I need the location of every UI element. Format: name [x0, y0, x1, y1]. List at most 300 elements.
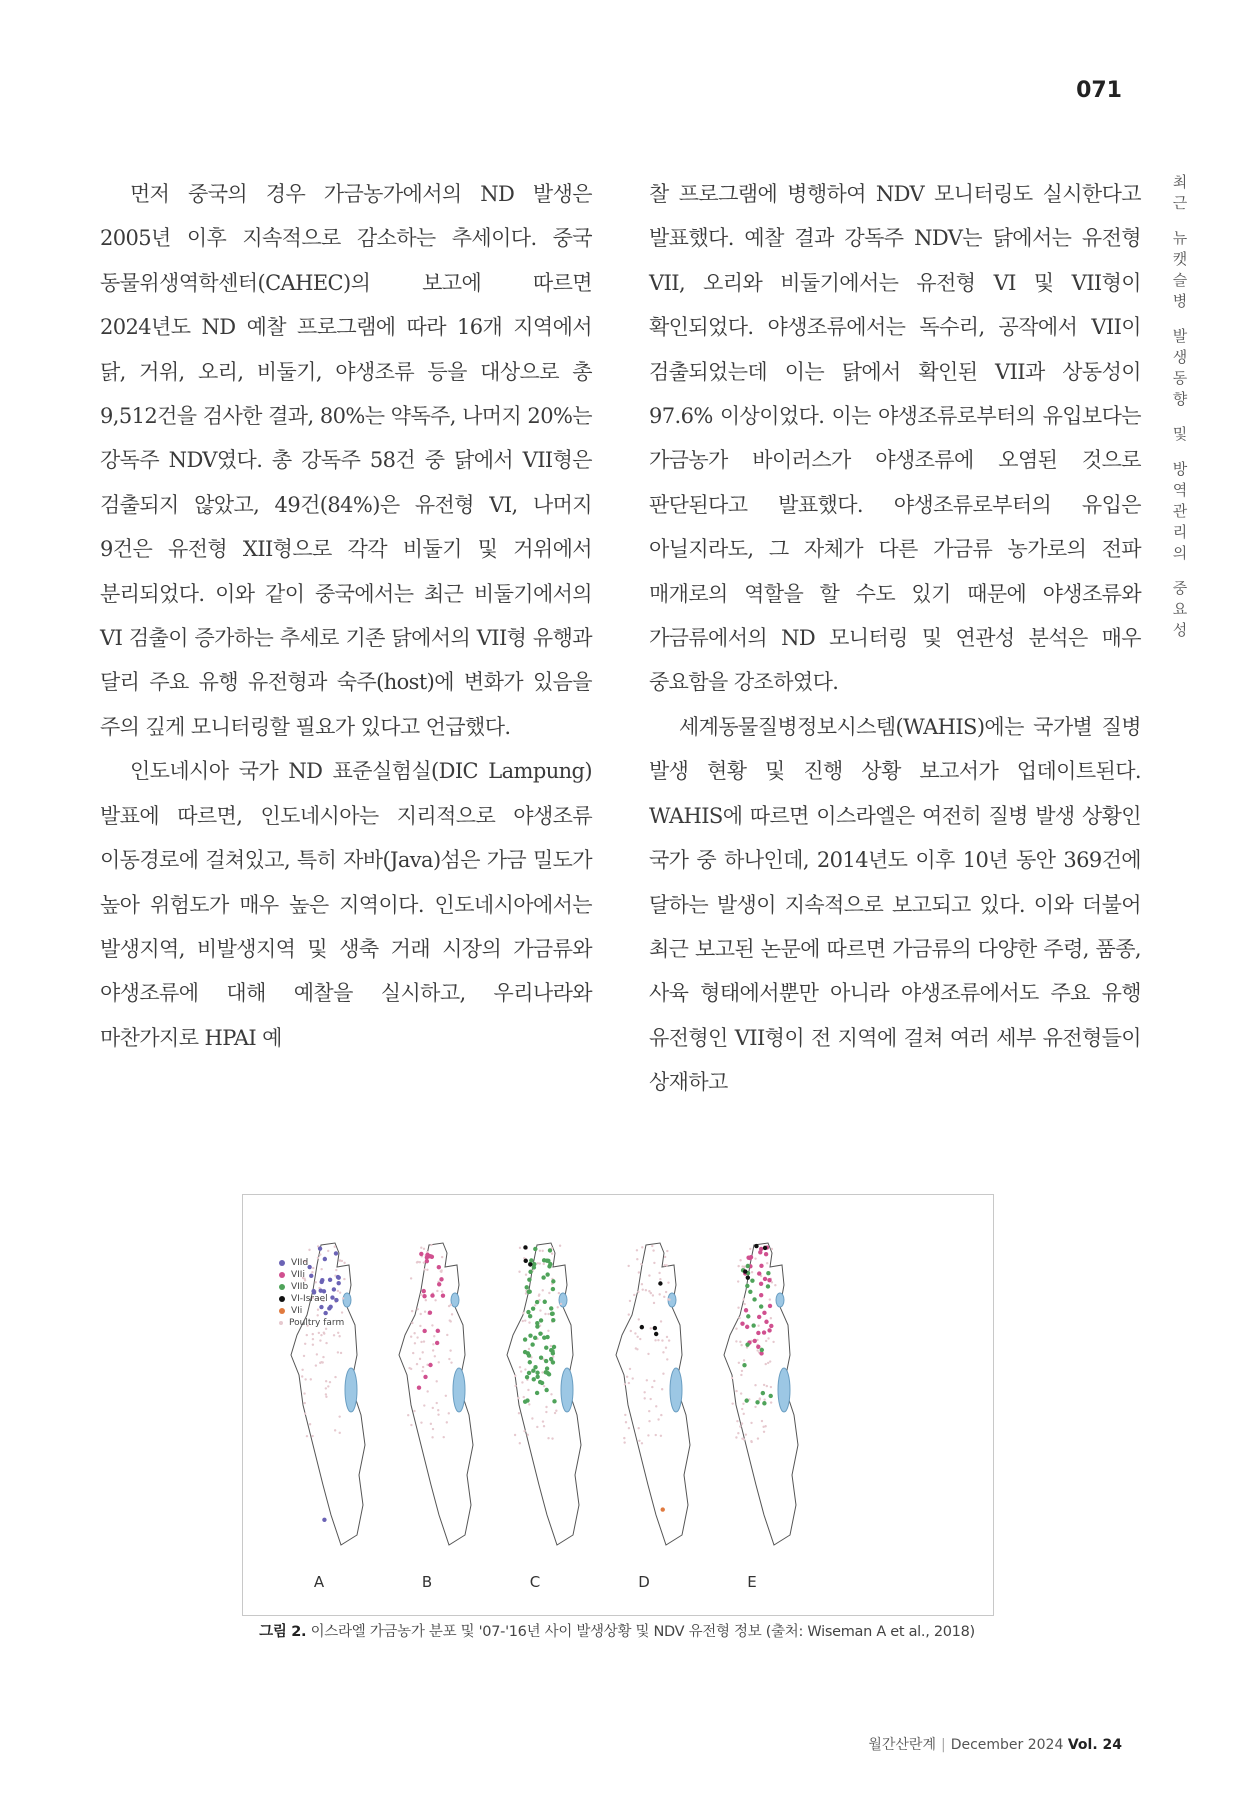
outbreak-dot — [748, 1290, 752, 1294]
poultry-farm-dot — [411, 1310, 413, 1312]
dead-sea-shape — [670, 1368, 682, 1412]
poultry-farm-dot — [309, 1423, 311, 1425]
poultry-farm-dot — [736, 1420, 738, 1422]
poultry-farm-dot — [559, 1245, 561, 1247]
poultry-farm-dot — [558, 1292, 560, 1294]
poultry-farm-dot — [750, 1422, 752, 1424]
outbreak-dot — [538, 1380, 542, 1384]
outbreak-dot — [528, 1333, 532, 1337]
panel-label-a: A — [313, 1573, 325, 1591]
outbreak-dot — [532, 1377, 536, 1381]
outbreak-dot — [766, 1271, 770, 1275]
poultry-farm-dot — [424, 1311, 426, 1313]
outbreak-dot — [746, 1314, 750, 1318]
outbreak-dot — [762, 1311, 766, 1315]
page-number: 071 — [1076, 78, 1122, 103]
outbreak-dot — [528, 1270, 532, 1274]
outbreak-dot — [441, 1293, 445, 1297]
outbreak-dot — [756, 1345, 760, 1349]
poultry-farm-dot — [420, 1293, 422, 1295]
poultry-farm-dot — [763, 1431, 765, 1433]
poultry-farm-dot — [765, 1340, 767, 1342]
legend-item — [279, 1257, 344, 1269]
poultry-farm-dot — [769, 1360, 771, 1362]
poultry-farm-dot — [433, 1335, 435, 1337]
poultry-farm-dot — [319, 1339, 321, 1341]
side-title-char — [1168, 312, 1192, 326]
outbreak-dot — [318, 1246, 322, 1250]
outbreak-dot — [525, 1398, 529, 1402]
outbreak-dot — [527, 1290, 531, 1294]
poultry-farm-dot — [668, 1339, 670, 1341]
poultry-farm-dot — [337, 1351, 339, 1353]
poultry-farm-dot — [521, 1381, 523, 1383]
outbreak-dot — [539, 1318, 543, 1322]
poultry-farm-dot — [333, 1334, 335, 1336]
side-title-char: 발 — [1172, 327, 1188, 345]
outbreak-dot — [763, 1277, 767, 1281]
side-title-char: 병 — [1172, 292, 1188, 310]
poultry-farm-dot — [740, 1344, 742, 1346]
poultry-farm-dot — [419, 1261, 421, 1263]
poultry-farm-dot — [770, 1401, 772, 1403]
poultry-farm-dot — [731, 1402, 733, 1404]
outbreak-dot — [523, 1337, 527, 1341]
poultry-farm-dot — [645, 1289, 647, 1291]
outbreak-dot — [764, 1320, 768, 1324]
issue-date: December 2024 — [950, 1737, 1064, 1753]
poultry-farm-dot — [663, 1296, 665, 1298]
poultry-farm-dot — [623, 1437, 625, 1439]
poultry-farm-dot — [308, 1249, 310, 1251]
outbreak-dot — [751, 1323, 755, 1327]
side-title-char — [1168, 564, 1192, 578]
outbreak-dot — [745, 1284, 749, 1288]
poultry-farm-dot — [327, 1385, 329, 1387]
left-text-column — [100, 172, 592, 1060]
poultry-farm-dot — [625, 1421, 627, 1423]
poultry-farm-dot — [413, 1410, 415, 1412]
poultry-farm-dot — [320, 1334, 322, 1336]
outbreak-dot — [745, 1325, 749, 1329]
poultry-farm-dot — [541, 1371, 543, 1373]
outbreak-dot — [526, 1310, 530, 1314]
poultry-farm-dot — [765, 1363, 767, 1365]
outbreak-dot — [439, 1277, 443, 1281]
poultry-farm-dot — [651, 1245, 653, 1247]
poultry-farm-dot — [543, 1263, 545, 1265]
poultry-farm-dot — [743, 1413, 745, 1415]
poultry-farm-dot — [545, 1406, 547, 1408]
poultry-farm-dot — [420, 1313, 422, 1315]
poultry-farm-dot — [414, 1342, 416, 1344]
outbreak-dot — [525, 1375, 529, 1379]
outbreak-dot — [543, 1300, 547, 1304]
poultry-farm-dot — [551, 1437, 553, 1439]
poultry-farm-dot — [539, 1250, 541, 1252]
side-title-char: 최 — [1172, 173, 1188, 191]
side-title-char — [1168, 214, 1192, 228]
poultry-farm-dot — [761, 1420, 763, 1422]
poultry-farm-dot — [547, 1313, 549, 1315]
side-title-char: 중 — [1172, 579, 1188, 597]
poultry-farm-dot — [662, 1372, 664, 1374]
poultry-farm-dot — [421, 1370, 423, 1372]
poultry-farm-dot — [555, 1410, 557, 1412]
poultry-farm-dot — [638, 1440, 640, 1442]
poultry-farm-dot — [520, 1370, 522, 1372]
poultry-farm-dot — [443, 1436, 445, 1438]
outbreak-dot — [533, 1336, 537, 1340]
side-running-title — [1168, 172, 1192, 641]
poultry-farm-dot — [649, 1398, 651, 1400]
page-footer — [868, 1734, 1122, 1754]
paragraph: 먼저 중국의 경우 가금농가에서의 ND 발생은 2005년 이후 지속적으로 감소하는 추세이다. 중국 동물위생역학센터(CAHEC)의 보고에 따르면 2024년도 ND 예찰 프로그램에 따라 16개 지역에서 닭, 거위, 오리, 비둘기, 야생조류 등을 대상으로 총 9,512건을 검사한 결과, 80%는 약독주, 나머지 20%는 강독주 NDV였다. 총 강독주 58건 중 닭에서 VII형은 검출되지 않았고, 49건(84%)은 유전형 VI, 나머지 9건은 유전형 XII형으로 각각 비둘기 및 거위에서 분리되었다. 이와 같이 중국에서는 최근 비둘기에서의 VI 검출이 증가하는 추세로 기존 닭에서의 VII형 유행과 달리 주요 유행 유전형과 숙주(host)에 변화가 있음을 주의 깊게 모니터링할 필요가 있다고 언급했다. — [100, 182, 592, 739]
legend-label: VIIb — [291, 1282, 309, 1292]
poultry-farm-dot — [550, 1393, 552, 1395]
poultry-farm-dot — [741, 1422, 743, 1424]
poultry-farm-dot — [650, 1292, 652, 1294]
poultry-farm-dot — [448, 1412, 450, 1414]
poultry-farm-dot — [651, 1386, 653, 1388]
figure-caption — [242, 1620, 992, 1641]
legend-label: VIIi — [291, 1270, 305, 1280]
poultry-farm-dot — [742, 1403, 744, 1405]
outbreak-dot — [551, 1351, 555, 1355]
poultry-farm-dot — [741, 1408, 743, 1410]
poultry-farm-dot — [436, 1380, 438, 1382]
poultry-farm-dot — [432, 1343, 434, 1345]
side-title-char: 근 — [1172, 194, 1188, 212]
outbreak-dot — [551, 1287, 555, 1291]
outbreak-dot — [552, 1345, 556, 1349]
poultry-farm-dot — [416, 1336, 418, 1338]
poultry-farm-dot — [628, 1382, 630, 1384]
outbreak-dot — [528, 1262, 532, 1266]
outbreak-dot — [422, 1329, 426, 1333]
poultry-farm-dot — [519, 1247, 521, 1249]
poultry-farm-dot — [630, 1330, 632, 1332]
outbreak-dot — [422, 1294, 426, 1298]
poultry-farm-dot — [423, 1404, 425, 1406]
poultry-farm-dot — [754, 1257, 756, 1259]
poultry-farm-dot — [742, 1298, 744, 1300]
outbreak-dot — [768, 1304, 772, 1308]
poultry-farm-dot — [306, 1334, 308, 1336]
poultry-farm-dot — [636, 1249, 638, 1251]
poultry-farm-dot — [771, 1248, 773, 1250]
poultry-farm-dot — [743, 1359, 745, 1361]
side-title-char: 리 — [1172, 523, 1188, 541]
poultry-farm-dot — [423, 1268, 425, 1270]
legend-item — [279, 1317, 344, 1329]
poultry-farm-dot — [658, 1293, 660, 1295]
outbreak-dot — [539, 1356, 543, 1360]
outbreak-dot — [544, 1359, 548, 1363]
poultry-farm-dot — [743, 1266, 745, 1268]
poultry-farm-dot — [514, 1385, 516, 1387]
outbreak-dot — [762, 1401, 766, 1405]
side-title-char: 방 — [1172, 460, 1188, 478]
outbreak-dot — [763, 1246, 767, 1250]
outbreak-dot — [746, 1275, 750, 1279]
poultry-farm-dot — [448, 1358, 450, 1360]
poultry-farm-dot — [624, 1383, 626, 1385]
outbreak-dot — [654, 1332, 658, 1336]
poultry-farm-dot — [560, 1303, 562, 1305]
legend-swatch — [279, 1284, 285, 1290]
poultry-farm-dot — [432, 1407, 434, 1409]
poultry-farm-dot — [436, 1290, 438, 1292]
poultry-farm-dot — [523, 1396, 525, 1398]
legend-label: VIi — [291, 1306, 303, 1316]
map-legend — [279, 1257, 344, 1329]
side-title-char: 생 — [1172, 348, 1188, 366]
outbreak-dot — [752, 1297, 756, 1301]
poultry-farm-dot — [655, 1405, 657, 1407]
panel-label-d: D — [638, 1573, 650, 1591]
poultry-farm-dot — [647, 1434, 649, 1436]
poultry-farm-dot — [325, 1393, 327, 1395]
legend-item — [279, 1269, 344, 1281]
poultry-farm-dot — [419, 1325, 421, 1327]
poultry-farm-dot — [763, 1384, 765, 1386]
poultry-farm-dot — [312, 1344, 314, 1346]
israel-map-panel — [724, 1243, 798, 1545]
outbreak-dot — [417, 1386, 421, 1390]
poultry-farm-dot — [423, 1248, 425, 1250]
outbreak-dot — [542, 1335, 546, 1339]
right-text-column — [649, 172, 1141, 1105]
poultry-farm-dot — [666, 1358, 668, 1360]
paragraph: 인도네시아 국가 ND 표준실험실(DIC Lampung) 발표에 따르면, 인도네시아는 지리적으로 야생조류 이동경로에 걸쳐있고, 특히 자바(Java)섬은 가금 밀도가 높아 위험도가 매우 높은 지역이다. 인도네시아에서는 발생지역, 비발생지역 및 생축 거래 시장의 가금류와 야생조류에 대해 예찰을 실시하고, 우리나라와 마찬가지로 HPAI 예 — [100, 759, 592, 1050]
poultry-farm-dot — [423, 1340, 425, 1342]
poultry-farm-dot — [426, 1390, 428, 1392]
poultry-farm-dot — [315, 1364, 317, 1366]
poultry-farm-dot — [626, 1376, 628, 1378]
poultry-farm-dot — [536, 1426, 538, 1428]
poultry-farm-dot — [303, 1392, 305, 1394]
israel-map-panel — [616, 1243, 690, 1545]
sea-of-galilee-shape — [451, 1293, 459, 1307]
poultry-farm-dot — [737, 1432, 739, 1434]
poultry-farm-dot — [318, 1332, 320, 1334]
side-title-char: 관 — [1172, 502, 1188, 520]
outbreak-dot — [661, 1507, 665, 1511]
poultry-farm-dot — [539, 1262, 541, 1264]
poultry-farm-dot — [528, 1403, 530, 1405]
outbreak-dot — [532, 1265, 536, 1269]
poultry-farm-dot — [519, 1442, 521, 1444]
poultry-farm-dot — [527, 1389, 529, 1391]
poultry-farm-dot — [627, 1265, 629, 1267]
poultry-farm-dot — [655, 1434, 657, 1436]
outbreak-dot — [753, 1339, 757, 1343]
poultry-farm-dot — [738, 1362, 740, 1364]
side-title-char: 동 — [1172, 369, 1188, 387]
outbreak-dot — [430, 1293, 434, 1297]
outbreak-dot — [757, 1271, 761, 1275]
poultry-farm-dot — [635, 1347, 637, 1349]
outbreak-dot — [658, 1281, 662, 1285]
poultry-farm-dot — [519, 1366, 521, 1368]
poultry-farm-dot — [770, 1386, 772, 1388]
poultry-farm-dot — [539, 1309, 541, 1311]
poultry-farm-dot — [632, 1377, 634, 1379]
poultry-farm-dot — [548, 1292, 550, 1294]
poultry-farm-dot — [643, 1391, 645, 1393]
poultry-farm-dot — [641, 1246, 643, 1248]
outbreak-dot — [746, 1264, 750, 1268]
outbreak-dot — [436, 1329, 440, 1333]
poultry-farm-dot — [636, 1336, 638, 1338]
outbreak-dot — [550, 1312, 554, 1316]
outbreak-dot — [528, 1360, 532, 1364]
outbreak-dot — [760, 1348, 764, 1352]
poultry-farm-dot — [648, 1274, 650, 1276]
caption-text: 이스라엘 가금농가 분포 및 '07-'16년 사이 발생상황 및 NDV 유전형 정보 (출처: Wiseman A et al., 2018) — [306, 1624, 975, 1640]
poultry-farm-dot — [665, 1346, 667, 1348]
poultry-farm-dot — [735, 1436, 737, 1438]
poultry-farm-dot — [547, 1330, 549, 1332]
outbreak-dot — [535, 1375, 539, 1379]
poultry-farm-dot — [431, 1324, 433, 1326]
outbreak-dot — [759, 1304, 763, 1308]
side-title-char: 향 — [1172, 390, 1188, 408]
outbreak-dot — [757, 1315, 761, 1319]
outbreak-dot — [535, 1391, 539, 1395]
magazine-name: 월간산란계 — [868, 1737, 936, 1753]
poultry-farm-dot — [325, 1387, 327, 1389]
legend-item — [279, 1293, 344, 1305]
poultry-farm-dot — [737, 1307, 739, 1309]
poultry-farm-dot — [648, 1410, 650, 1412]
dead-sea-shape — [453, 1368, 465, 1412]
dead-sea-shape — [561, 1368, 573, 1412]
outbreak-dot — [538, 1331, 542, 1335]
outbreak-dot — [545, 1272, 549, 1276]
poultry-farm-dot — [527, 1434, 529, 1436]
outbreak-dot — [551, 1279, 555, 1283]
poultry-farm-dot — [666, 1336, 668, 1338]
poultry-farm-dot — [629, 1300, 631, 1302]
poultry-farm-dot — [658, 1272, 660, 1274]
poultry-farm-dot — [438, 1361, 440, 1363]
footer-separator: | — [940, 1737, 946, 1753]
israel-map-panel — [507, 1243, 581, 1545]
poultry-farm-dot — [524, 1368, 526, 1370]
poultry-farm-dot — [757, 1437, 759, 1439]
poultry-farm-dot — [441, 1256, 443, 1258]
poultry-farm-dot — [642, 1288, 644, 1290]
outbreak-dot — [640, 1325, 644, 1329]
side-title-char: 뉴 — [1172, 229, 1188, 247]
poultry-farm-dot — [301, 1375, 303, 1377]
poultry-farm-dot — [431, 1436, 433, 1438]
poultry-farm-dot — [339, 1432, 341, 1434]
sea-of-galilee-shape — [776, 1293, 784, 1307]
poultry-farm-dot — [514, 1375, 516, 1377]
poultry-farm-dot — [741, 1370, 743, 1372]
poultry-farm-dot — [634, 1332, 636, 1334]
poultry-farm-dot — [654, 1339, 656, 1341]
poultry-farm-dot — [528, 1321, 530, 1323]
outbreak-dot — [528, 1314, 532, 1318]
poultry-farm-dot — [774, 1284, 776, 1286]
poultry-farm-dot — [641, 1442, 643, 1444]
poultry-farm-dot — [407, 1414, 409, 1416]
poultry-farm-dot — [661, 1339, 663, 1341]
poultry-farm-dot — [437, 1409, 439, 1411]
poultry-farm-dot — [653, 1380, 655, 1382]
poultry-farm-dot — [657, 1339, 659, 1341]
poultry-farm-dot — [545, 1411, 547, 1413]
poultry-farm-dot — [322, 1356, 324, 1358]
poultry-farm-dot — [659, 1278, 661, 1280]
side-title-char: 역 — [1172, 481, 1188, 499]
poultry-farm-dot — [334, 1245, 336, 1247]
poultry-farm-dot — [554, 1412, 556, 1414]
poultry-farm-dot — [662, 1351, 664, 1353]
poultry-farm-dot — [340, 1352, 342, 1354]
poultry-farm-dot — [653, 1262, 655, 1264]
outbreak-dot — [742, 1363, 746, 1367]
poultry-farm-dot — [731, 1377, 733, 1379]
poultry-farm-dot — [665, 1264, 667, 1266]
poultry-farm-dot — [538, 1293, 540, 1295]
legend-item — [279, 1281, 344, 1293]
outbreak-dot — [524, 1259, 528, 1263]
panel-label-b: B — [421, 1573, 433, 1591]
poultry-farm-dot — [334, 1429, 336, 1431]
poultry-farm-dot — [436, 1402, 438, 1404]
poultry-farm-dot — [416, 1261, 418, 1263]
outbreak-dot — [769, 1394, 773, 1398]
poultry-farm-dot — [325, 1396, 327, 1398]
outbreak-dot — [535, 1321, 539, 1325]
outbreak-dot — [523, 1245, 527, 1249]
poultry-farm-dot — [534, 1304, 536, 1306]
poultry-farm-dot — [739, 1425, 741, 1427]
poultry-farm-dot — [523, 1430, 525, 1432]
outbreak-dot — [740, 1321, 744, 1325]
outbreak-dot — [535, 1371, 539, 1375]
poultry-farm-dot — [325, 1380, 327, 1382]
poultry-farm-dot — [337, 1332, 339, 1334]
poultry-farm-dot — [319, 1253, 321, 1255]
outbreak-dot — [754, 1244, 758, 1248]
poultry-farm-dot — [739, 1259, 741, 1261]
poultry-farm-dot — [310, 1378, 312, 1380]
outbreak-dot — [544, 1388, 548, 1392]
poultry-farm-dot — [767, 1362, 769, 1364]
poultry-farm-dot — [430, 1423, 432, 1425]
paragraph: 세계동물질병정보시스템(WAHIS)에는 국가별 질병 발생 현황 및 진행 상황 보고서가 업데이트된다. WAHIS에 따르면 이스라엘은 여전히 질병 발생 상황인 국가 중 하나인데, 2014년도 이후 10년 동안 369건에 달하는 발생이 지속적으로 보고되고 있다. 이와 더불어 최근 보고된 논문에 따르면 가금류의 다양한 주령, 품종, 사육 형태에서뿐만 아니라 야생조류에서도 주요 유행 유전형인 VII형이 전 지역에 걸쳐 여러 세부 유전형들이 상재하고 — [649, 714, 1141, 1095]
poultry-farm-dot — [522, 1312, 524, 1314]
outbreak-dot — [744, 1308, 748, 1312]
poultry-farm-dot — [542, 1420, 544, 1422]
side-title-char: 의 — [1172, 544, 1188, 562]
outbreak-dot — [423, 1375, 427, 1379]
poultry-farm-dot — [660, 1435, 662, 1437]
poultry-farm-dot — [766, 1385, 768, 1387]
poultry-farm-dot — [416, 1363, 418, 1365]
dead-sea-shape — [778, 1368, 790, 1412]
outbreak-dot — [761, 1391, 765, 1395]
poultry-farm-dot — [422, 1351, 424, 1353]
poultry-farm-dot — [664, 1256, 666, 1258]
poultry-farm-dot — [422, 1366, 424, 1368]
